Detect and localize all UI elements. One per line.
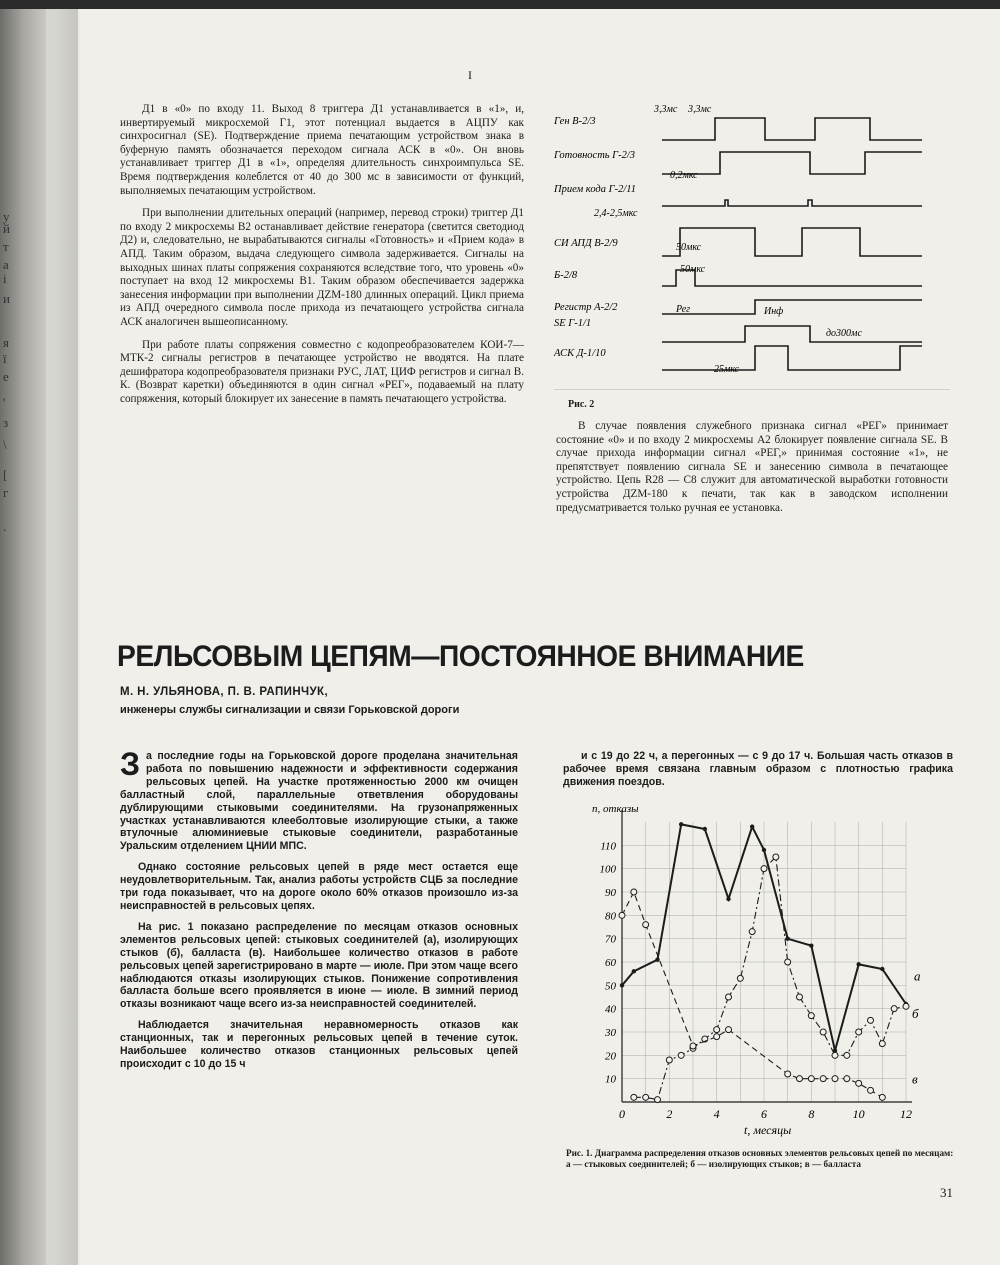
timing-signal-label: АСК Д-1/10 [554,348,606,359]
edge-char: \ [3,437,7,452]
timing-waveform [662,300,922,314]
timing-annotation: 25мкс [714,364,740,375]
data-point [726,994,732,1000]
data-point [868,1017,874,1023]
timing-annotation: 50мкс [680,264,706,275]
edge-char: а [3,257,9,272]
data-point [714,1034,720,1040]
timing-annotation: до300мс [826,328,862,339]
edge-char: е [3,369,9,384]
timing-signal-label: Готовность Г-2/3 [554,150,636,161]
article-paragraph: Однако состояние рельсовых цепей в ряде мест остается еще неудовлетворительным. Так, анализ работы устройств СЦБ за последние три года показывает, что на дороге около 60% отказов произошло из-за неисправностей в рельсовых цепях. [120,861,518,912]
curve-label: а [914,968,921,984]
paragraph: В случае появления служебного признака сигнал «РЕГ» принимает состояние «0» и по входу 2 микросхемы А2 блокирует появление сигнала SE. В случае прихода информации сигнал «РЕГ,» принимая состояние «1», не препятствует появлению сигнала SE и занесению символа в печатающее устройство. Цепь R28 — С8 служит для автоматической выработки готовности устройства ДZM-180 к печати, так как в заводском исполнении предусматривается только ручная ее установка. [556,420,948,514]
data-point [726,1027,732,1033]
data-point [643,1094,649,1100]
data-point [856,1080,862,1086]
article-paragraph: и с 19 до 22 ч, а перегонных — с 9 до 17 ч. Большая часть отказов в рабочее время связана главным образом с плотностью графика движения поездов. [563,750,953,788]
timing-annotation: 3,3мс [654,104,678,115]
y-tick-label: 90 [605,887,616,899]
x-tick-label: 10 [852,1107,865,1121]
timing-signal-label: SE Г-1/1 [554,318,592,329]
data-point [643,922,649,928]
page-number: 31 [940,1185,953,1200]
data-point [880,967,884,971]
timing-waveform [662,118,922,140]
timing-signal-label: Регистр А-2/2 [554,302,618,313]
article-paragraph: Наблюдается значительная неравномерность отказов как станционных, так и перегонных рельсовых цепей в течение суток. Наибольшее количество отказов станционных рельсовых цепей происходит с 10 до 15 ч [120,1019,518,1070]
article-paragraph: На рис. 1 показано распределение по месяцам отказов основных элементов рельсовых цепей: стыковых соединителей (а), изолирующих стыков (б), балласта (в). Наибольшее количество отказов в работе рельсовых цепей зарегистрировано в марте — июле. При этом чаще всего наблюдаются отказы изолирующих стыков. Понижение сопротивления балласта больше всего проявляется в июне — июле. В зимний период отказы возникают чаще всего из-за неисправностей соединителей. [120,920,518,1011]
curve-label: в [912,1071,918,1087]
article-left-column [120,746,518,1079]
failure-chart [566,800,946,1145]
article-affiliation: инженеры службы сигнализации и связи Горьковской дороги [120,704,460,716]
timing-figure-caption: Рис. 2 [568,399,595,410]
timing-annotation: 3,3мс [688,104,712,115]
data-point [809,943,813,947]
data-point [797,1076,803,1082]
data-point [785,1071,791,1077]
curve-label: б [912,1006,919,1021]
data-point [762,848,766,852]
data-point [619,912,625,918]
data-point [808,1076,814,1082]
data-point [856,962,860,966]
data-point [832,1076,838,1082]
data-point [785,936,789,940]
timing-annotation: Инф [764,306,784,317]
y-tick-label: 100 [599,863,616,876]
data-point [620,983,624,987]
x-tick-label: 4 [713,1107,720,1121]
data-point [631,1094,637,1100]
data-point [903,1003,909,1009]
data-point [820,1029,826,1035]
data-point [631,889,637,895]
timing-signal-label: СИ АПД В-2/9 [554,238,618,249]
data-point [737,975,743,981]
first-paragraph-text: а последние годы на Горьковской дороге проделана значительная работа по повышению надежности и эффективности содержания рельсовых цепей. На участке протяженностью 2000 км очищен балластный слой, параллельные ответвления оборудованы дублирующими стыковыми соединителями. На грузонапряженных участках устанавливаются клееболтовые изолирующие стыки, а также втулочные алюминиевые стыковые соединители, разработанные Уральским отделением ЦНИИ МПС. [120,750,518,853]
data-point [750,824,754,828]
edge-char: у [3,209,10,224]
article-title: РЕЛЬСОВЫМ ЦЕПЯМ—ПОСТОЯННОЕ ВНИМАНИЕ [117,640,804,673]
data-point [666,1057,672,1063]
chart-caption: Рис. 1. Диаграмма распределения отказов основных элементов рельсовых цепей по месяцам: а — стыковых соединителей; б — изолирующих стыков; в — балласта [566,1148,954,1169]
data-point [797,994,803,1000]
data-point [844,1076,850,1082]
y-tick-label: 40 [605,1003,616,1016]
timing-signal-label: Б-2/8 [554,270,578,281]
edge-char: г [3,485,9,500]
timing-diagram [550,100,950,390]
x-tick-label: 8 [808,1107,815,1121]
y-tick-label: 20 [605,1050,616,1063]
y-axis-label: n, отказы [592,803,639,815]
x-axis-label: t, месяцы [744,1123,792,1137]
y-tick-label: 110 [600,840,616,853]
article-first-paragraph [120,746,518,853]
upper-right-column [556,420,948,524]
data-point [678,1052,684,1058]
binding-crease [46,0,78,1265]
timing-signal-label: Ген В-2/3 [554,116,596,127]
x-tick-label: 12 [900,1107,912,1121]
timing-annotation: 2,4-2,5мкс [594,208,638,219]
x-tick-label: 2 [666,1107,673,1121]
data-point [690,1043,696,1049]
top-edge-bar [0,0,1000,9]
edge-char: я [3,335,9,350]
upper-left-column [120,103,524,415]
y-tick-label: 80 [605,910,616,923]
data-point [820,1076,826,1082]
data-point [844,1052,850,1058]
series-line-в [622,892,882,1097]
timing-waveform [662,326,922,342]
timing-waveform [662,346,922,370]
data-point [714,1027,720,1033]
edge-char: з [3,415,9,430]
data-point [785,959,791,965]
timing-annotation: 50мкс [676,242,702,253]
data-point [891,1006,897,1012]
edge-char: т [3,239,9,254]
y-tick-label: 70 [605,933,616,946]
paragraph: Д1 в «0» по входу 11. Выход 8 триггера Д1 устанавливается в «1», и, инвертируемый микросхемой Г1, этот потенциал выдается в АЦПУ как синхросигнал (SE). Подтверждение приема печатающим устройством знака в буферную память обозначается переходом сигнала АСК в «0». Он вновь устанавливает триггер Д1 в «1», определяя длительность синхроимпульса SE. Время подтверждения колеблется от 40 до 300 мс в зависимости от функций, выполняемых печатающим устройством. [120,103,524,197]
edge-char: і [3,271,7,286]
article-right-column [563,750,953,797]
timing-waveform [662,152,922,174]
paragraph: При работе платы сопряжения совместно с кодопреобразователем КОИ-7—МТК-2 сигналы регистров в печатающее устройство не вводятся. На плате дешифратора кодопреобразователя признаки РУС, ЛАТ, ЦИФ регистров и сигнал В. К. (Возврат каретки) объединяются в один сигнал «РЕГ», подаваемый на плату сопряжения, который блокирует их занесение в память печатающего устройства. [120,338,524,405]
timing-annotation: Рег [676,304,691,315]
data-point [773,854,779,860]
edge-char: [ [3,467,8,482]
y-tick-label: 60 [605,957,616,969]
data-point [879,1094,885,1100]
data-point [832,1052,838,1058]
data-point [761,866,767,872]
timing-annotation: 0,2мкс [670,170,698,181]
data-point [679,822,683,826]
data-point [726,897,730,901]
y-tick-label: 30 [605,1027,616,1039]
series-line-б [634,857,906,1100]
article-authors: М. Н. УЛЬЯНОВА, П. В. РАПИНЧУК, [120,686,329,698]
timing-signal-label: Прием кода Г-2/11 [554,184,636,195]
timing-waveform [662,200,922,206]
data-point [879,1041,885,1047]
data-point [632,969,636,973]
paragraph: При выполнении длительных операций (например, перевод строки) триггер Д1 по входу 2 микросхемы В2 останавливает действие генератора (светится светодиод Д2) и, следовательно, не вырабатываются сигналы «Готовность» и «Прием кода» в АПД. Таким образом, выдача следующего символа задерживается. Сигналы на выходных шинах платы сопряжения сохраняются вследствие того, что уровень «0» поступает на вход 12 микросхемы В1. Таким образом обеспечивается задержка занесения информации при выполнении ДZM-180 длинных операций. Цикл приема из АПД очередного символа после прихода из печатающего устройства сигнала АСК аналогичен вышеописанному. [120,207,524,328]
page-mark: I [468,68,472,82]
drop-cap: З [120,746,141,782]
data-point [703,827,707,831]
data-point [868,1087,874,1093]
y-tick-label: 50 [605,980,616,993]
edge-char: ' [3,395,6,410]
edge-char: . [3,519,7,534]
edge-char: й [3,221,10,236]
edge-char: ї [3,351,7,366]
data-point [749,929,755,935]
x-tick-label: 0 [619,1107,625,1121]
data-point [655,1097,661,1103]
x-tick-label: 6 [761,1107,767,1121]
data-point [856,1029,862,1035]
edge-char: и [3,291,10,306]
data-point [808,1013,814,1019]
y-tick-label: 10 [605,1073,616,1086]
data-point [655,957,659,961]
